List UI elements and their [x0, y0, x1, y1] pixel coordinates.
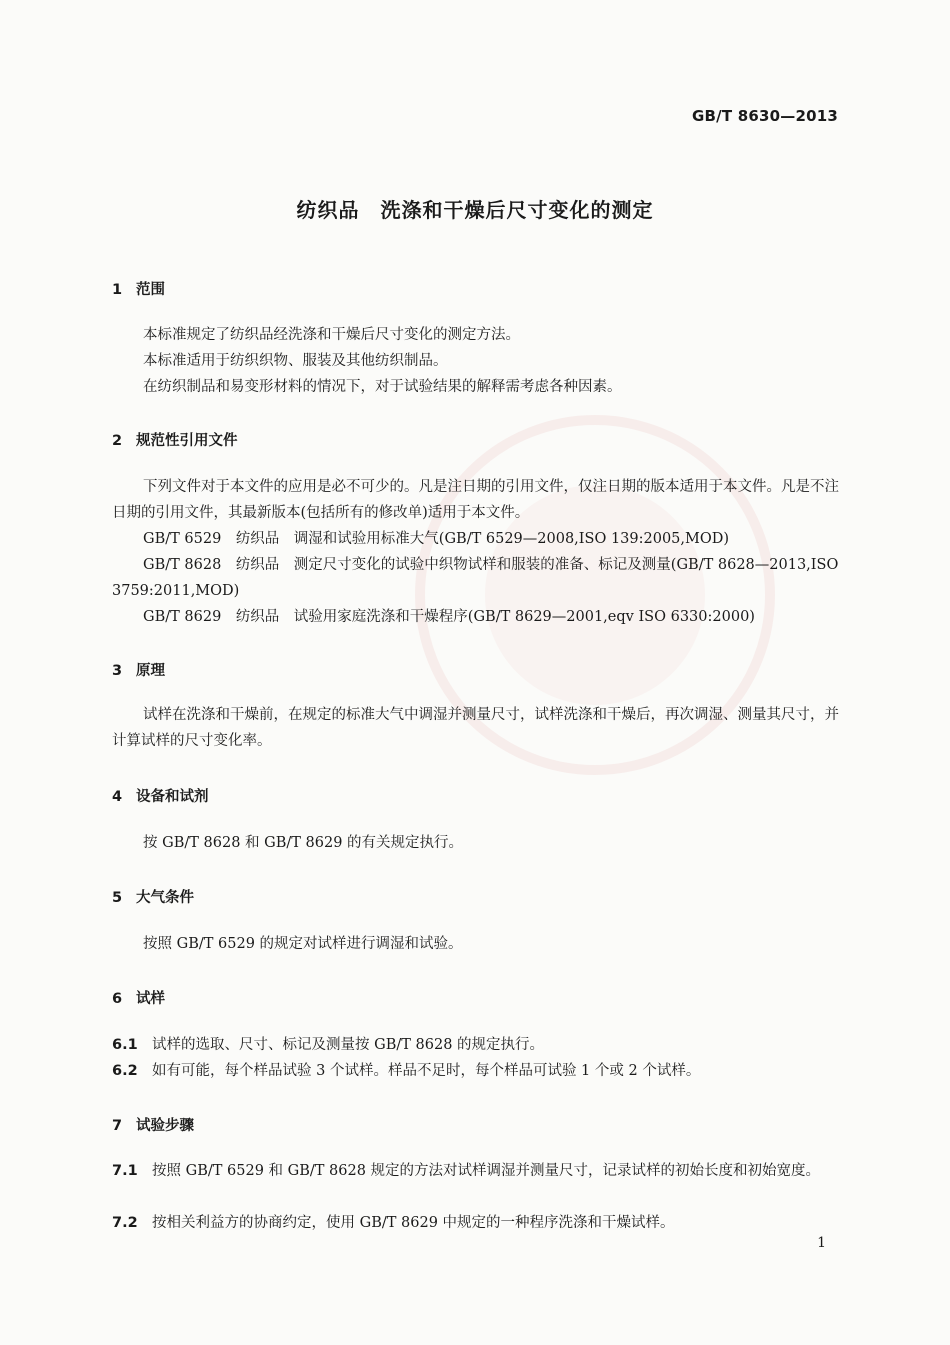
section-number: 4	[112, 789, 123, 805]
reference-item	[112, 526, 844, 552]
section-number: 7	[112, 1118, 123, 1134]
clause-number: 6.1	[112, 1037, 138, 1053]
clause-7-1	[112, 1158, 844, 1184]
section-number: 6	[112, 991, 123, 1007]
clause-number: 7.1	[112, 1163, 138, 1179]
section-1-para-3: 在纺织制品和易变形材料的情况下，对于试验结果的解释需考虑各种因素。	[143, 379, 622, 395]
section-4-heading	[112, 785, 209, 806]
section-number: 5	[112, 890, 123, 906]
section-5-para: 按照 GB/T 6529 的规定对试样进行调湿和试验。	[143, 936, 463, 952]
section-1-heading	[112, 278, 165, 299]
clause-6-1	[112, 1032, 844, 1058]
section-2-intro: 下列文件对于本文件的应用是必不可少的。凡是注日期的引用文件，仅注日期的版本适用于本文件。凡是不注日期的引用文件，其最新版本(包括所有的修改单)适用于本文件。	[112, 479, 839, 521]
section-1-para-1: 本标准规定了纺织品经洗涤和干燥后尺寸变化的测定方法。	[143, 327, 520, 343]
clause-6-2	[112, 1058, 844, 1084]
clause-text: 如有可能，每个样品试验 3 个试样。样品不足时，每个样品可试验 1 个或 2 个试样。	[152, 1063, 701, 1079]
clause-number: 7.2	[112, 1215, 138, 1231]
reference-code: GB/T 8629	[143, 609, 222, 625]
section-title: 试样	[136, 991, 165, 1007]
section-title: 试验步骤	[136, 1118, 194, 1134]
page-number: 1	[817, 1235, 826, 1251]
section-title: 原理	[136, 663, 165, 679]
reference-code: GB/T 6529	[143, 531, 222, 547]
section-7-heading	[112, 1114, 194, 1135]
section-title: 设备和试剂	[136, 789, 209, 805]
reference-text: 纺织品 试验用家庭洗涤和干燥程序(GB/T 8629—2001,eqv ISO 6330:2000)	[235, 609, 755, 625]
section-number: 2	[112, 433, 123, 449]
document-title: 纺织品 洗涤和干燥后尺寸变化的测定	[296, 198, 654, 222]
section-3-heading	[112, 659, 165, 680]
section-title: 大气条件	[136, 890, 194, 906]
reference-item	[112, 604, 844, 630]
section-5-heading	[112, 886, 194, 907]
clause-number: 6.2	[112, 1063, 138, 1079]
clause-7-2	[112, 1210, 844, 1236]
section-6-heading	[112, 987, 165, 1008]
section-number: 1	[112, 282, 123, 298]
reference-text: 纺织品 调湿和试验用标准大气(GB/T 6529—2008,ISO 139:2005,MOD)	[235, 531, 730, 547]
section-title: 规范性引用文件	[136, 433, 238, 449]
clause-text: 试样的选取、尺寸、标记及测量按 GB/T 8628 的规定执行。	[152, 1037, 545, 1053]
section-3-para: 试样在洗涤和干燥前，在规定的标准大气中调湿并测量尺寸，试样洗涤和干燥后，再次调湿、测量其尺寸，并计算试样的尺寸变化率。	[112, 707, 839, 749]
section-number: 3	[112, 663, 123, 679]
reference-item	[112, 552, 844, 604]
section-4-para: 按 GB/T 8628 和 GB/T 8629 的有关规定执行。	[143, 835, 464, 851]
section-title: 范围	[136, 282, 165, 298]
reference-code: GB/T 8628	[143, 557, 222, 573]
clause-text: 按照 GB/T 6529 和 GB/T 8628 规定的方法对试样调湿并测量尺寸，记录试样的初始长度和初始宽度。	[152, 1163, 821, 1179]
clause-text: 按相关利益方的协商约定，使用 GB/T 8629 中规定的一种程序洗涤和干燥试样。	[152, 1215, 675, 1231]
standard-code-header: GB/T 8630—2013	[692, 107, 838, 125]
section-1-para-2: 本标准适用于纺织织物、服装及其他纺织制品。	[143, 353, 448, 369]
reference-text: 纺织品 测定尺寸变化的试验中织物试样和服装的准备、标记及测量(GB/T 8628—2013,ISO 3759:2011,MOD)	[112, 557, 839, 599]
section-2-heading	[112, 429, 238, 450]
